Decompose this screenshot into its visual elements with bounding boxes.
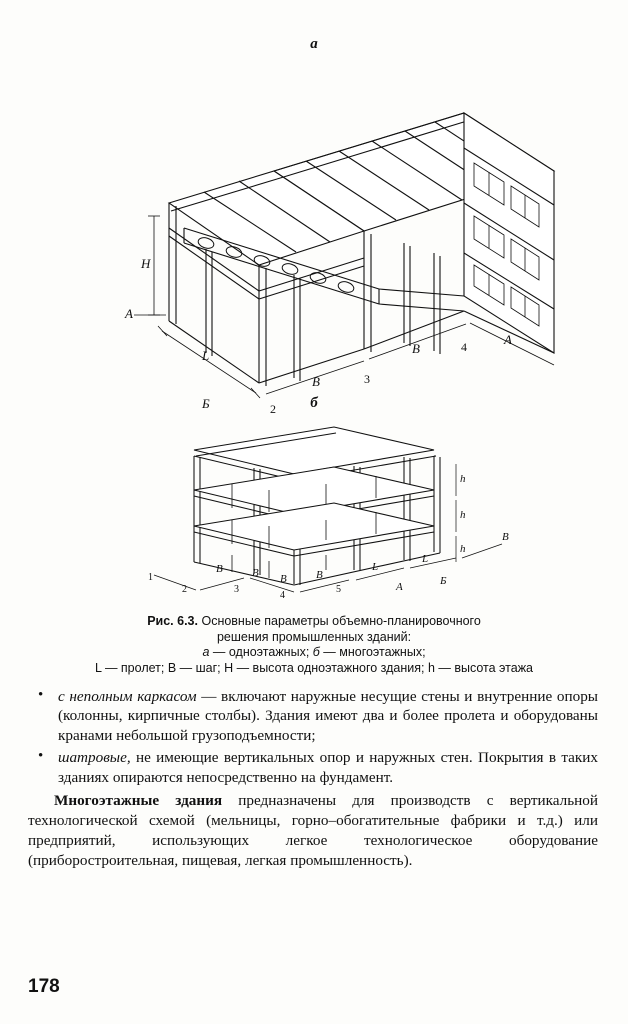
body-text: [28, 687, 598, 871]
svg-text:5: 5: [336, 584, 341, 595]
svg-text:4: 4: [461, 340, 467, 354]
list-item: [28, 748, 598, 788]
svg-text:h: h: [460, 543, 466, 555]
svg-text:B: B: [502, 531, 509, 543]
figure-a: [0, 0, 628, 416]
caption-line-3: [40, 645, 588, 661]
caption-b-rest: — многоэтажных;: [319, 645, 426, 660]
list-item: [28, 687, 598, 746]
svg-text:2: 2: [182, 584, 187, 595]
svg-text:B: B: [252, 567, 259, 579]
svg-text:A: A: [396, 581, 403, 593]
caption-title: Основные параметры объемно-планировочного: [201, 614, 481, 628]
svg-text:L: L: [202, 348, 210, 363]
svg-text:4: 4: [280, 590, 285, 601]
svg-text:1: 1: [148, 572, 153, 583]
svg-text:h: h: [460, 473, 466, 485]
svg-text:2: 2: [270, 402, 276, 416]
paragraph-multistory: [28, 791, 598, 870]
svg-text:B: B: [280, 573, 287, 585]
figure-b-label: б: [310, 395, 318, 411]
bullet-1-lead: с неполным каркасом: [58, 687, 197, 705]
svg-text:L: L: [372, 561, 379, 573]
svg-text:A: A: [125, 306, 133, 321]
svg-text:3: 3: [234, 584, 239, 595]
figure-caption: [40, 614, 588, 677]
svg-text:Б: Б: [202, 396, 210, 411]
svg-text:B: B: [412, 341, 420, 356]
caption-number: Рис. 6.3.: [147, 614, 198, 628]
svg-text:L: L: [422, 553, 429, 565]
svg-text:h: h: [460, 509, 466, 521]
svg-text:Б: Б: [440, 575, 447, 587]
paragraph-text: предназначены для производств с вертикальной технологической схемой (мельницы, горно–обогатительные фабрики и т.д.) или предприятий, использующих легкое технологическое оборудование (приборостроительная, пищевая, легкая промышленность).: [28, 792, 598, 869]
caption-a-letter: а: [202, 645, 210, 660]
caption-line-2: решения промышленных зданий:: [216, 629, 412, 644]
caption-b-letter: б: [312, 645, 320, 660]
caption-line-1: [40, 614, 588, 630]
figure-a-drawing: [34, 53, 594, 416]
svg-text:H: H: [141, 256, 151, 271]
caption-a-rest: — одноэтажных;: [209, 645, 313, 660]
svg-text:B: B: [216, 563, 223, 575]
page-number: 178: [28, 976, 60, 997]
figure-b: [0, 395, 628, 610]
svg-text:3: 3: [364, 372, 370, 386]
bullet-list: [28, 687, 598, 788]
bullet-2-text: не имеющие вертикальных опор и наружных стен. Покрытия в таких зданиях опираются непосредственно на фундамент.: [58, 748, 598, 786]
paragraph-lead: Многоэтажные здания: [54, 792, 223, 810]
svg-text:B: B: [316, 569, 323, 581]
figure-a-label: а: [310, 36, 318, 52]
caption-line-4: L — пролет; B — шаг; H — высота одноэтажного здания; h — высота этажа: [94, 660, 534, 675]
figure-b-drawing: [104, 412, 524, 602]
svg-text:A: A: [504, 332, 512, 347]
svg-text:B: B: [312, 374, 320, 389]
bullet-2-lead: шатровые,: [58, 748, 131, 766]
bullet-1-text: — включают наружные несущие стены и внутренние опоры (колонны, кирпичные столбы). Здания имеют два и более пролета и оборудованы кранами небольшой грузоподъемности;: [58, 687, 599, 744]
